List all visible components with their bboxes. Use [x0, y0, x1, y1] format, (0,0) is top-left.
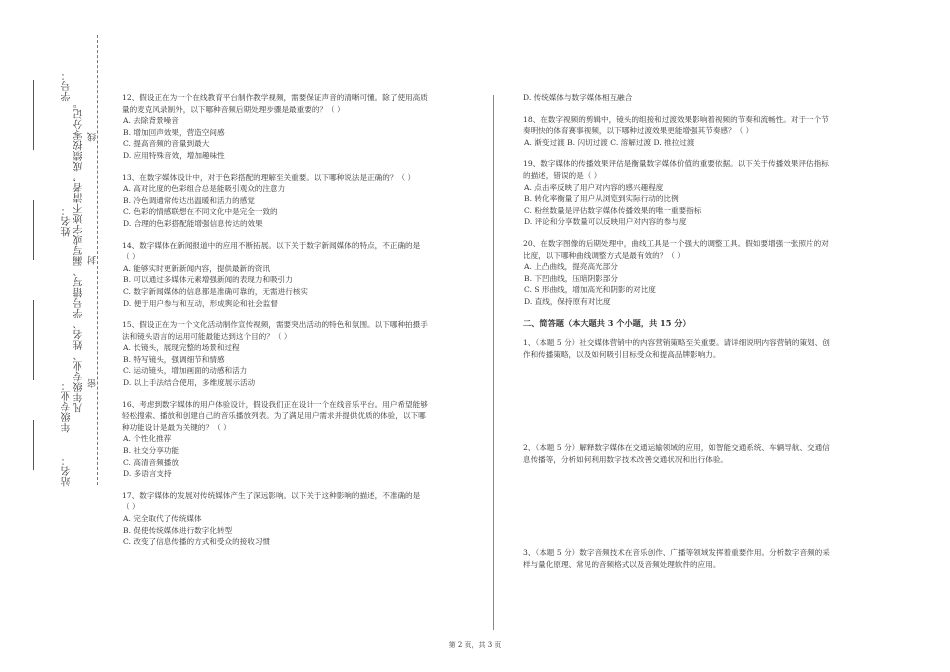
- question-20-option: B. 下凹曲线，压暗阴影部分: [524, 273, 618, 283]
- question-16-stem: 轻松搜索、播放和创建自己的音乐播放列表。为了满足用户需求并提供优质的体验，以下哪: [122, 411, 426, 421]
- question-13-option: D. 合理的色彩搭配能增强信息传达的效果: [123, 218, 263, 228]
- question-17-option: A. 完全取代了传统媒体: [123, 514, 202, 523]
- name-label: 姓名：: [62, 205, 73, 237]
- question-15-stem: 15、假设正在为一个文化活动制作宣传视频，需要突出活动的特色和氛围。以下哪种拍摄手: [122, 320, 428, 330]
- binding-warning-text: 凡年级专业、姓名、学号错写、漏写或字迹不清者，成绩按零分记。: [74, 98, 85, 413]
- question-14-stem: 14、数字媒体在新闻报道中的应用不断拓展。以下关于数字新闻媒体的特点，不正确的是: [122, 240, 421, 250]
- question-13-option: B. 冷色调通常传达出温暖和活力的感觉: [123, 195, 255, 205]
- question-14-option: D. 便于用户参与和互动，形成舆论和社会监督: [123, 298, 278, 308]
- question-19-stem: 的描述，错误的是（ ）: [523, 170, 602, 180]
- page-footer: 第 2 页，共 3 页: [448, 641, 502, 649]
- short-answer-3: 3、（本题 5 分）数字音频技术在音乐创作、广播等领域发挥着重要作用。分析数字音频的采: [523, 548, 830, 558]
- question-19-option: A. 点击率反映了用户对内容的感兴趣程度: [524, 182, 664, 192]
- question-16-option: C. 高清音频播放: [123, 457, 179, 467]
- seal-char-feng: 封: [88, 255, 98, 265]
- short-answer-1: 作和传播策略，以及如何吸引目标受众和提高品牌影响力。: [523, 349, 721, 359]
- year-major-line: [33, 300, 34, 380]
- question-18-stem: 18、在数字视频的剪辑中，镜头的组接和过渡效果影响着视频的节奏和流畅性。对于一个节: [523, 114, 829, 124]
- section-title: 二、简答题（本大题共 3 个小题，共 15 分）: [523, 317, 691, 328]
- question-19-stem: 19、数字媒体的传播效果评估是衡量数字媒体价值的重要依据。以下关于传播效果评估指标: [523, 159, 829, 169]
- short-answer-2: 2、（本题 5 分）解释数字媒体在交通运输领域的应用，如智能交通系统、车辆导航、交通信: [523, 443, 830, 453]
- question-12-option: A. 去除背景噪音: [123, 116, 179, 126]
- question-20-stem: 比度，以下哪种曲线调整方式是最有效的？（ ）: [523, 250, 685, 260]
- question-19-option: C. 粉丝数量是评估数字媒体传播效果的唯一重要指标: [524, 205, 702, 215]
- question-16-stem: 种功能设计是最为关键的？（ ）: [122, 422, 231, 432]
- short-answer-1: 1、（本题 5 分）社交媒体营销中的内容营销策略至关重要。请详细说明内容营销的策划、创: [523, 338, 830, 348]
- school-line: [33, 420, 34, 470]
- short-answer-3: 样与量化原理、常见的音频格式以及音频处理软件的应用。: [523, 560, 721, 570]
- question-16-option: B. 社交分享功能: [123, 446, 179, 456]
- question-15-option: D. 以上手法结合使用，多维度展示活动: [123, 378, 256, 388]
- question-13-stem: 13、在数字媒体设计中，对于色彩搭配的理解至关重要。以下哪种说法是正确的？（ ）: [122, 172, 416, 182]
- question-12-option: C. 提高音频的音量到最大: [123, 139, 210, 149]
- student-id-line: [33, 80, 34, 150]
- question-16-option: D. 多语言支持: [123, 469, 172, 479]
- question-20-option: A. 上凸曲线，提亮高光部分: [524, 262, 618, 272]
- question-14-option: A. 能够实时更新新闻内容，提供最新的资讯: [123, 263, 270, 273]
- question-12-stem: 12、假设正在为一个在线教育平台制作教学视频，需要保证声音的清晰可懂。除了使用高质: [122, 93, 428, 102]
- question-18-stem: 奏明快的体育赛事视频，以下哪种过渡效果更能增强其节奏感？（ ）: [523, 126, 754, 136]
- question-12-stem: 量的麦克风录制外，以下哪种音频后期处理步骤是最重要的？（ ）: [122, 104, 345, 114]
- question-13-option: A. 高对比度的色彩组合总是能吸引观众的注意力: [123, 184, 286, 194]
- question-20-stem: 20、在数字图像的后期处理中，曲线工具是一个强大的调整工具。假如要增强一张照片的对: [523, 238, 829, 248]
- school-label: 站名：: [62, 455, 73, 487]
- question-20-option: C. S 形曲线，增加高光和阴影的对比度: [524, 285, 656, 295]
- binding-margin: [0, 0, 110, 672]
- question-12-option: B. 增加回声效果，营造空间感: [123, 127, 225, 137]
- question-14-stem: （ ）: [122, 252, 140, 262]
- question-17-stem: 17、数字媒体的发展对传统媒体产生了深远影响。以下关于这种影响的描述，不准确的是: [122, 490, 421, 500]
- question-20-option: D. 直线，保持原有对比度: [524, 296, 611, 306]
- name-line: [33, 200, 34, 260]
- question-16-option: A. 个性化推荐: [123, 434, 172, 444]
- question-12-option: D. 应用特殊音效，增加趣味性: [123, 150, 225, 160]
- question-17-stem: （ ）: [122, 502, 140, 512]
- question-19-option: B. 转化率衡量了用户从浏览到实际行动的比例: [524, 194, 679, 204]
- right-column: [523, 92, 883, 571]
- column-divider: [493, 95, 494, 630]
- q17-option-d: D. 传统媒体与数字媒体相互融合: [523, 93, 633, 102]
- question-17-option: B. 促使传统媒体进行数字化转型: [123, 525, 233, 535]
- left-column: [122, 92, 477, 548]
- question-15-option: A. 长镜头，展现完整的场景和过程: [123, 343, 240, 353]
- question-14-option: B. 可以通过多媒体元素增强新闻的表现力和吸引力: [123, 275, 293, 285]
- short-answer-2: 息传播等，分析如何利用数字技术改善交通状况和出行体验。: [523, 454, 729, 464]
- question-16-stem: 16、考虑到数字媒体的用户体验设计，假设我们正在设计一个在线音乐平台。用户希望能够: [122, 399, 428, 409]
- question-18-options: A. 渐变过渡 B. 闪切过渡 C. 溶解过渡 D. 推拉过渡: [524, 137, 695, 147]
- seal-dashed-line: [97, 35, 98, 485]
- question-14-option: C. 数字新闻媒体的信息都是准确可靠的，无需进行核实: [123, 286, 309, 296]
- question-15-option: C. 运动镜头，增加画面的动感和活力: [123, 366, 248, 376]
- question-13-option: C. 色彩的情感联想在不同文化中是完全一致的: [123, 207, 278, 217]
- year-major-label: 年级专业：: [62, 380, 73, 433]
- seal-char-mi: 密: [88, 378, 98, 388]
- question-19-option: D. 评论和分享数量可以反映用户对内容的参与度: [524, 217, 687, 227]
- seal-char-xian: 线: [88, 132, 98, 142]
- question-15-option: B. 特写镜头，强调细节和情感: [123, 354, 225, 364]
- student-id-label: 学号：: [62, 70, 73, 102]
- question-17-option: C. 改变了信息传播的方式和受众的接收习惯: [123, 537, 271, 547]
- question-15-stem: 法和镜头语言的运用可能最能达到这个目的？（ ）: [122, 331, 292, 341]
